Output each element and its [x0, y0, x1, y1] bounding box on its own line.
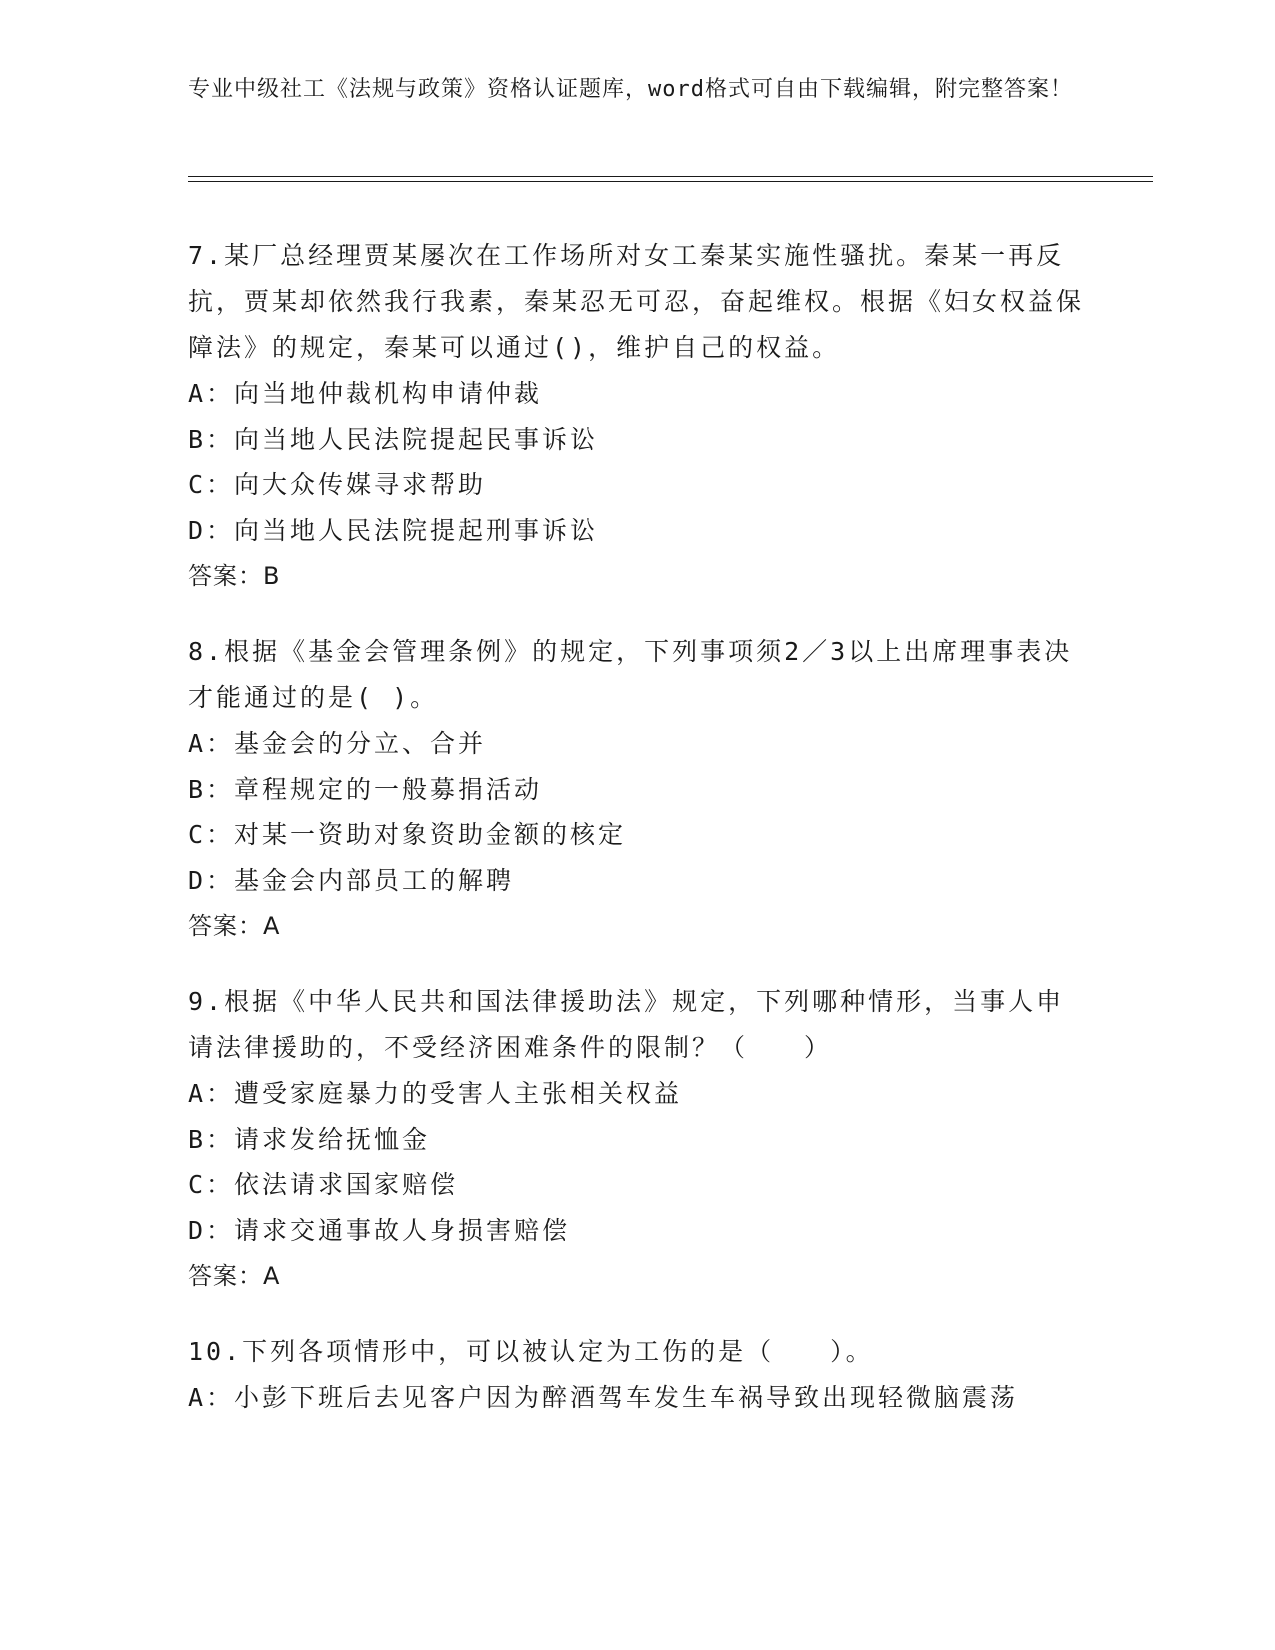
question-10 — [188, 1329, 1088, 1421]
question-stem: 10.下列各项情形中，可以被认定为工伤的是（ ）。 — [188, 1337, 874, 1366]
option-a: A：小彭下班后去见客户因为醉酒驾车发生车祸导致出现轻微脑震荡 — [188, 1383, 1019, 1412]
question-9 — [188, 979, 1088, 1299]
option-a: A：向当地仲裁机构申请仲裁 — [188, 379, 543, 408]
question-7 — [188, 233, 1088, 599]
option-b: B：章程规定的一般募捐活动 — [188, 774, 543, 804]
page-header: 专业中级社工《法规与政策》资格认证题库，word格式可自由下载编辑，附完整答案！ — [188, 77, 1073, 102]
answer-line: 答案：A — [188, 912, 281, 940]
option-a: A：基金会的分立、合并 — [188, 729, 487, 758]
question-list — [188, 233, 1088, 1451]
option-c: C：依法请求国家赔偿 — [188, 1170, 459, 1199]
header-divider-top — [188, 176, 1153, 177]
answer-line: 答案：A — [188, 1262, 281, 1290]
header-divider-bottom — [188, 181, 1153, 182]
option-a: A：遭受家庭暴力的受害人主张相关权益 — [188, 1079, 683, 1108]
option-c: C：对某一资助对象资助金额的核定 — [188, 820, 627, 849]
question-8 — [188, 629, 1088, 949]
answer-line: 答案：B — [188, 562, 281, 590]
option-d: D：基金会内部员工的解聘 — [188, 865, 515, 895]
option-b: B：请求发给抚恤金 — [188, 1124, 431, 1154]
question-stem: 7.某厂总经理贾某屡次在工作场所对女工秦某实施性骚扰。秦某一再反抗，贾某却依然我行我素，秦某忍无可忍，奋起维权。根据《妇女权益保障法》的规定，秦某可以通过()，维护自己的权益。 — [188, 241, 1085, 362]
option-d: D：请求交通事故人身损害赔偿 — [188, 1215, 571, 1245]
option-d: D：向当地人民法院提起刑事诉讼 — [188, 515, 599, 545]
question-stem: 9.根据《中华人民共和国法律援助法》规定，下列哪种情形，当事人申请法律援助的，不受经济困难条件的限制？（ ） — [188, 987, 1065, 1062]
option-c: C：向大众传媒寻求帮助 — [188, 470, 487, 499]
option-b: B：向当地人民法院提起民事诉讼 — [188, 424, 599, 454]
question-stem: 8.根据《基金会管理条例》的规定，下列事项须2／3以上出席理事表决才能通过的是( )。 — [188, 637, 1073, 712]
